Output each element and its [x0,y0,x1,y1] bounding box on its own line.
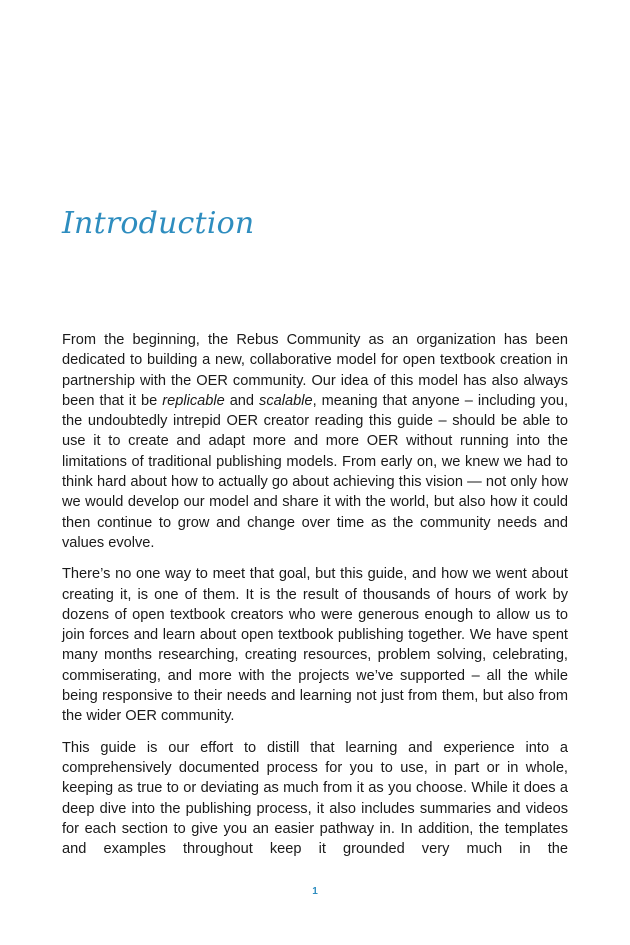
page-number: 1 [312,886,318,897]
paragraph-2: There’s no one way to meet that goal, but this guide, and how we went about creating it, is one of them. It is the result of thousands of hours of work by dozens of open textbook creators who were generous enough to allow us to join forces and learn about open textbook publishing together. We have spent many months researching, creating resources, problem solving, celebrating, commiserating, and more with the projects we’ve supported – all the while being responsive to their needs and learning not just from them, but also from the wider OER community. [62,566,568,725]
paragraph-1 [62,330,568,553]
emphasis-scalable: scalable [259,392,313,409]
body-text [62,330,568,870]
paragraph-1-text-c: , meaning that anyone – including you, the undoubtedly intrepid OER creator reading this guide – should be able to use it to create and adapt more and more OER without running into the limitations of traditional publishing models. From early on, we knew we had to think hard about how to actually go about achieving this vision — not only how we would develop our model and share it with the world, but also how it could then continue to grow and change over time as the community needs and values evolve. [62,392,568,551]
emphasis-replicable: replicable [162,392,225,409]
paragraph-1-text-b: and [224,392,260,409]
paragraph-1-text-a: From the beginning, the Rebus Community as an organization has been dedicated to building a new, collaborative model for open textbook creation in partnership with the OER community. Our idea of this model has also always been that it be [62,332,568,409]
page-title: Introduction [62,206,255,241]
paragraph-3: This guide is our effort to distill that learning and experience into a comprehensively documented process for you to use, in part or in whole, keeping as true to or deviating as much from it as you choose. While it does a deep dive into the publishing process, it also includes summaries and videos for each section to give you an easier pathway in. In addition, the templates and examples throughout keep it grounded very much in the [62,739,568,858]
